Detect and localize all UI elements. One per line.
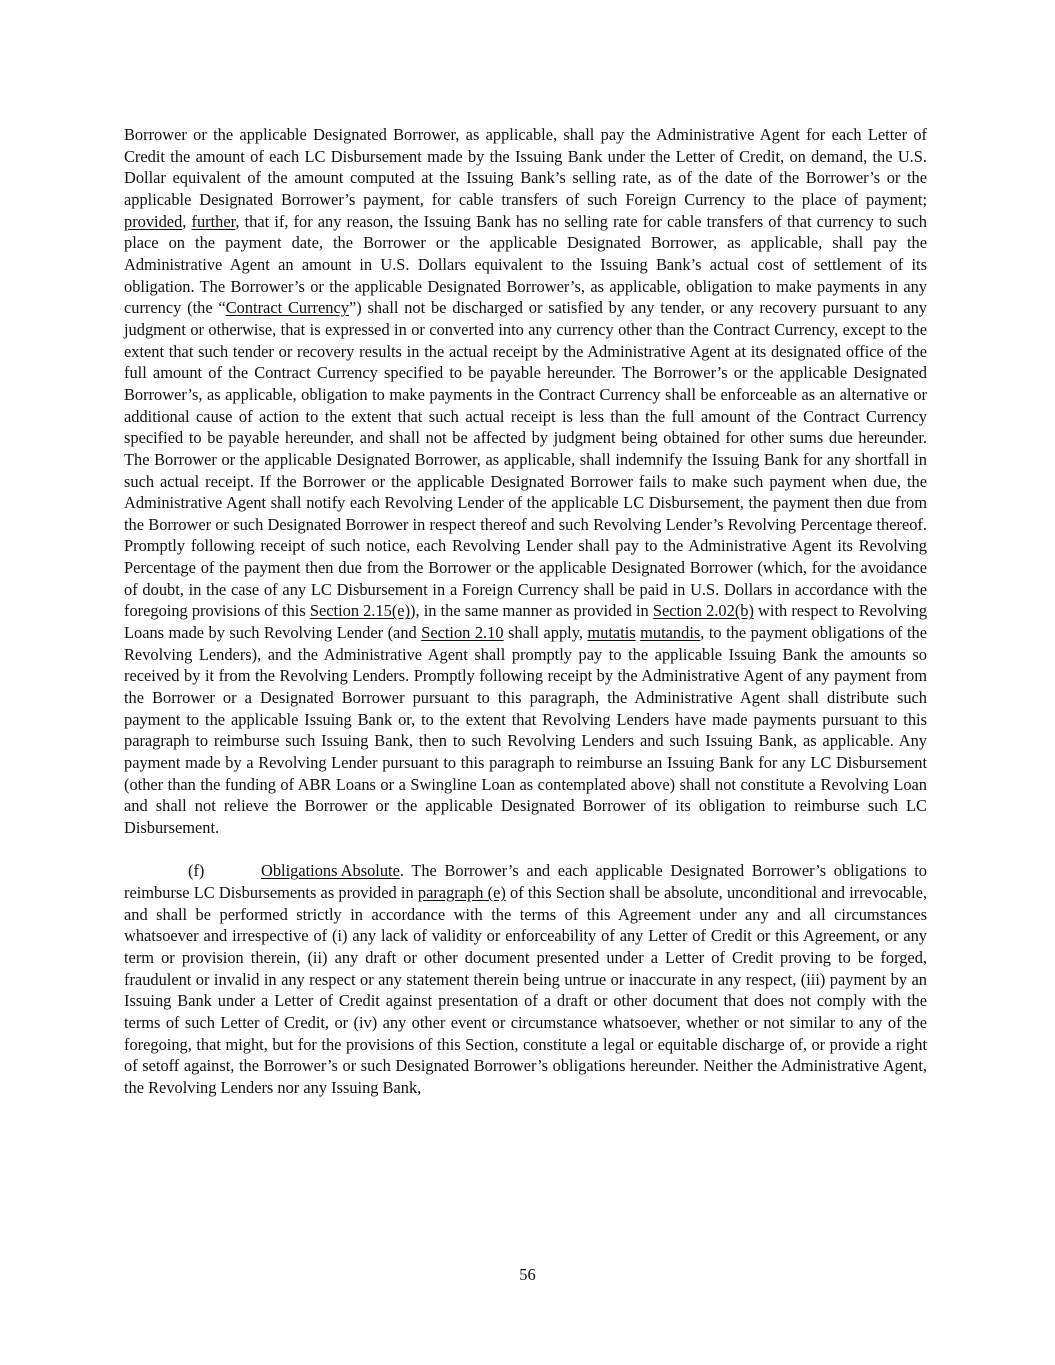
clause-heading: Obligations Absolute	[261, 861, 400, 881]
text-run: ), in the same manner as provided in	[410, 601, 653, 621]
defined-term-provided: provided	[124, 211, 183, 231]
text-run: ”) shall not be discharged or satisfied by any tender, or any recovery pursuant to any judgment or otherwise, that is expressed in or converted into any currency other than the Contract Currency, except to the extent that such tender or recovery results in the actual receipt by the Administrative Agent at its designated office of the full amount of the Contract Currency specified to be payable hereunder. The Borrower’s or the applicable Designated Borrower’s, as applicable, obligation to make payments in the Contract Currency shall be enforceable as an alternative or additional cause of action to the extent that such actual receipt is less than the full amount of the Contract Currency specified to be payable hereunder, and shall not be affected by judgment being obtained for other sums due hereunder. The Borrower or the applicable Designated Borrower, as applicable, shall indemnify the Issuing Bank for any shortfall in such actual receipt. If the Borrower or the applicable Designated Borrower fails to make such payment when due, the Administrative Agent shall notify each Revolving Lender of the applicable LC Disbursement, the payment then due from the Borrower or such Designated Borrower in respect thereof and such Revolving Lender’s Revolving Percentage thereof. Promptly following receipt of such notice, each Revolving Lender shall pay to the Administrative Agent its Revolving Percentage of the payment then due from the Borrower or the applicable Designated Borrower (which, for the avoidance of doubt, in the case of any LC Disbursement in a Foreign Currency shall be paid in U.S. Dollars in accordance with the foregoing provisions of this	[124, 298, 928, 621]
page-number: 56	[519, 1265, 536, 1284]
text-run: of this Section shall be absolute, unconditional and irrevocable, and shall be performed strictly in accordance with the terms of this Agreement under any and all circumstances whatsoever and irrespective of (i) any lack of validity or enforceability of any Letter of Credit or this Agreement, or any term or provision therein, (ii) any draft or other document presented under a Letter of Credit proving to be forged, fraudulent or invalid in any respect or any statement therein being untrue or inaccurate in any respect, (iii) payment by an Issuing Bank under a Letter of Credit against presentation of a draft or other document that does not comply with the terms of such Letter of Credit, or (iv) any other event or circumstance whatsoever, whether or not similar to any of the foregoing, that might, but for the provisions of this Section, constitute a legal or equitable discharge of, or provide a right of setoff against, the Borrower’s or such Designated Borrower’s obligations hereunder. Neither the Administrative Agent, the Revolving Lenders nor any Issuing Bank,	[124, 882, 927, 1097]
defined-term-contract-currency: Contract Currency	[225, 298, 349, 318]
clause-marker: (f)	[188, 861, 205, 881]
section-reference-2-02-b: Section 2.02(b)	[652, 601, 754, 621]
section-reference-2-10: Section 2.10	[421, 623, 504, 643]
paragraph-lc-disbursement-payment	[124, 124, 927, 839]
paragraph-obligations-absolute	[124, 860, 927, 1098]
latin-term-mutatis: mutatis	[587, 623, 636, 643]
text-run: , to the payment obligations of the Revolving Lenders), and the Administrative Agent shall promptly pay to the applicable Issuing Bank the amounts so received by it from the Revolving Lenders. Promptly following receipt by the Administrative Agent of any payment from the Borrower or a Designated Borrower pursuant to this paragraph, the Administrative Agent shall distribute such payment to the applicable Issuing Bank or, to the extent that Revolving Lenders have made payments pursuant to this paragraph to reimburse such Issuing Bank, then to such Revolving Lenders and such Issuing Bank, as applicable. Any payment made by a Revolving Lender pursuant to this paragraph to reimburse an Issuing Bank for any LC Disbursement (other than the funding of ABR Loans or a Swingline Loan as contemplated above) shall not constitute a Revolving Loan and shall not relieve the Borrower or the applicable Designated Borrower of its obligation to reimburse such LC Disbursement.	[124, 623, 927, 837]
text-run: Borrower or the applicable Designated Borrower, as applicable, shall pay the Administrative Agent for each Letter of Credit the amount of each LC Disbursement made by the Issuing Bank under the Letter of Credit, on demand, the U.S. Dollar equivalent of the amount computed at the Issuing Bank’s selling rate, as of the date of the Borrower’s or the applicable Designated Borrower’s payment, for cable transfers of such Foreign Currency to the place of payment;	[124, 125, 927, 209]
text-run: shall apply,	[503, 623, 588, 643]
defined-term-further: further	[191, 211, 236, 231]
paragraph-reference-e: paragraph (e)	[417, 882, 506, 902]
text-run: with respect to Revolving Loans made by such Revolving Lender (and	[124, 601, 928, 643]
text-run: . The Borrower’s and each applicable Designated Borrower’s obligations to reimburse LC Disbursements as provided in	[124, 861, 927, 902]
section-reference-2-15-e: Section 2.15(e)	[309, 601, 411, 621]
latin-term-mutandis: mutandis	[640, 623, 701, 643]
text-run: , that if, for any reason, the Issuing Bank has no selling rate for cable transfers of that currency to such place on the payment date, the Borrower or the applicable Designated Borrower, as applicable, shall pay the Administrative Agent an amount in U.S. Dollars equivalent to the Issuing Bank’s actual cost of settlement of its obligation. The Borrower’s or the applicable Designated Borrower’s, as applicable, obligation to make payments in any currency (the “	[124, 211, 928, 318]
text-run: ,	[182, 211, 192, 231]
document-page	[124, 124, 927, 1098]
